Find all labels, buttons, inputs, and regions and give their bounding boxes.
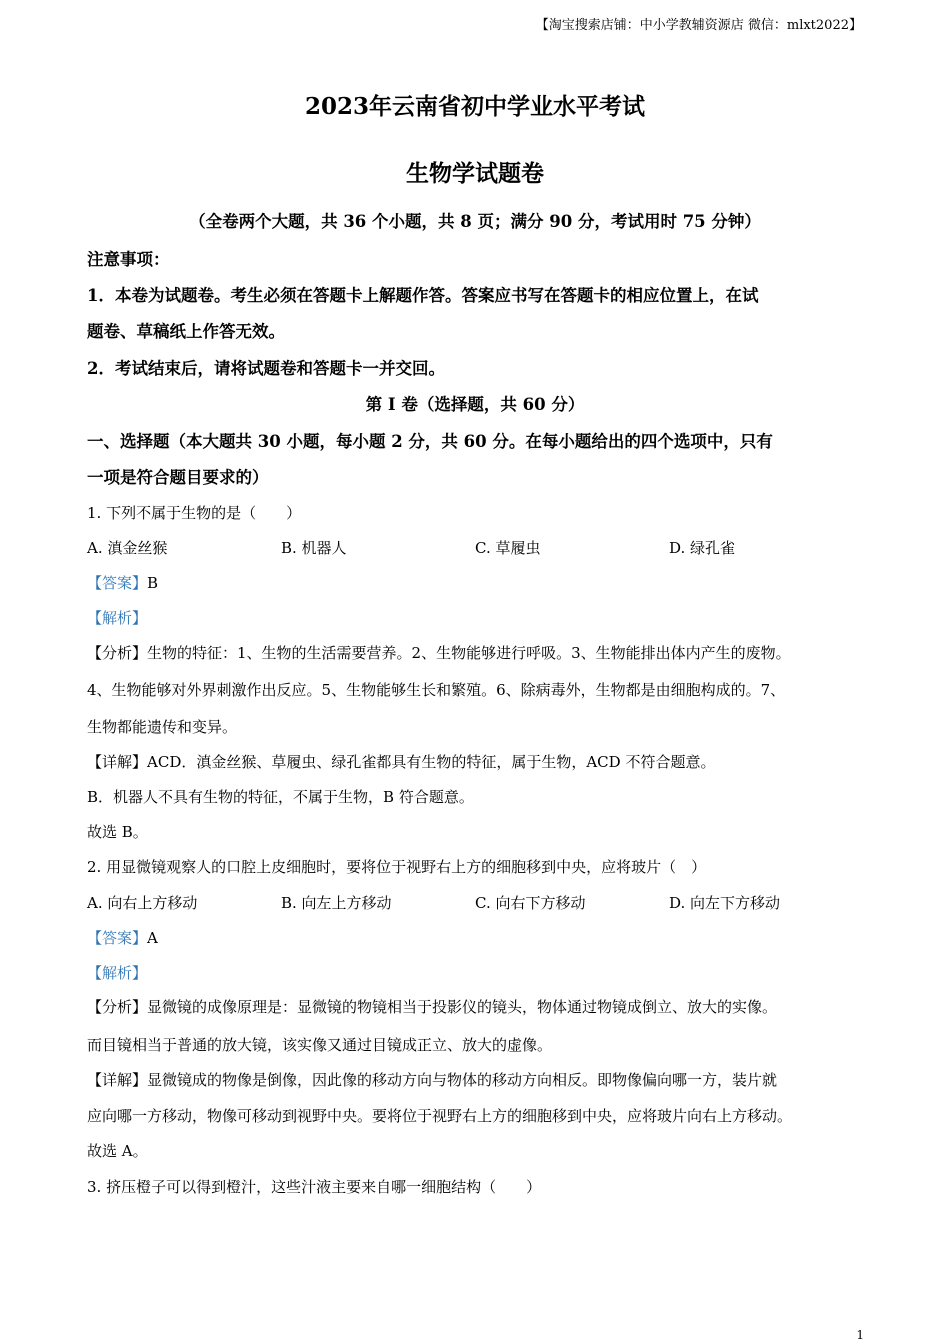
q2-fenxi-line-2: 而目镜相当于普通的放大镜，该实像又通过目镜成正立、放大的虚像。: [87, 1036, 553, 1054]
q2-conclusion: 故选 A。: [87, 1142, 148, 1160]
exam-info: （全卷两个大题，共 36 个小题，共 8 页；满分 90 分，考试用时 75 分钟）: [189, 212, 761, 231]
notice-item-1-line-1: 1．本卷为试题卷。考生必须在答题卡上解题作答。答案应书写在答题卡的相应位置上，在试: [87, 286, 759, 305]
q2-fenxi-tag: 【分析】: [87, 998, 148, 1016]
q1-option-c: C. 草履虫: [475, 539, 541, 557]
section1-line-1: 一、选择题（本大题共 30 小题，每小题 2 分，共 60 分。在每小题给出的四个选项中，只有: [87, 432, 773, 451]
q1-fenxi-line-3: 生物都能遗传和变异。: [87, 718, 238, 736]
q2-answer-line: [87, 927, 158, 948]
q1-xiangjie-line-2: B．机器人不具有生物的特征，不属于生物，B 符合题意。: [87, 788, 474, 806]
part1-heading: 第 I 卷（选择题，共 60 分）: [365, 395, 585, 414]
q1-conclusion: 故选 B。: [87, 823, 148, 841]
q2-xiangjie-line-2: 应向哪一方移动，物像可移动到视野中央。要将位于视野右上方的细胞移到中央，应将玻片向右上方移动。: [87, 1107, 793, 1125]
q2-option-d: D. 向左下方移动: [669, 894, 781, 912]
page-number: 1: [856, 1328, 864, 1342]
notice-item-2: 2．考试结束后，请将试题卷和答题卡一并交回。: [87, 359, 445, 378]
q1-fenxi-line-2: 4、生物能够对外界刺激作出反应。5、生物能够生长和繁殖。6、除病毒外，生物都是由细胞构成的。7、: [87, 681, 786, 699]
q1-option-b: B. 机器人: [281, 539, 347, 557]
notice-heading: 注意事项：: [87, 250, 170, 269]
q1-option-d: D. 绿孔雀: [669, 539, 736, 557]
q1-answer-tag: 【答案】: [87, 574, 148, 592]
q1-xiangjie-tag: 【详解】: [87, 753, 148, 771]
q1-fenxi-tag: 【分析】: [87, 644, 148, 662]
q1-fenxi-text-1: 生物的特征：1、生物的生活需要营养。2、生物能够进行呼吸。3、生物能排出体内产生的废物。: [147, 644, 791, 662]
q1-answer: B: [147, 574, 159, 592]
q2-option-b: B. 向左上方移动: [281, 894, 392, 912]
q1-option-a: A. 滇金丝猴: [87, 539, 168, 557]
section1-line-2: 一项是符合题目要求的）: [87, 468, 269, 487]
q2-option-c: C. 向右下方移动: [475, 894, 586, 912]
q2-xiangjie-tag: 【详解】: [87, 1071, 148, 1089]
q1-xiangjie-text-1: ACD．滇金丝猴、草履虫、绿孔雀都具有生物的特征，属于生物，ACD 不符合题意。: [147, 753, 716, 771]
q1-stem: 1. 下列不属于生物的是（ ）: [87, 504, 302, 522]
q2-analysis-tag: 【解析】: [87, 964, 148, 982]
q2-answer: A: [147, 929, 158, 947]
q2-stem: 2. 用显微镜观察人的口腔上皮细胞时，要将位于视野右上方的细胞移到中央，应将玻片（ ）: [87, 858, 707, 876]
q1-analysis-tag: 【解析】: [87, 609, 148, 627]
q3-stem: 3. 挤压橙子可以得到橙汁，这些汁液主要来自哪一细胞结构（ ）: [87, 1178, 542, 1196]
exam-title: 2023年云南省初中学业水平考试: [304, 93, 645, 120]
q1-xiangjie-line-1: [87, 751, 715, 772]
q2-answer-tag: 【答案】: [87, 929, 148, 947]
q1-answer-line: [87, 572, 158, 593]
header-note: 【淘宝搜索店铺：中小学教辅资源店 微信：mlxt2022】: [535, 18, 862, 33]
q2-fenxi-line-1: [87, 996, 777, 1017]
q2-xiangjie-text-1: 显微镜成的物像是倒像，因此像的移动方向与物体的移动方向相反。即物像偏向哪一方，装片就: [147, 1071, 778, 1089]
q1-fenxi-line-1: [87, 642, 791, 663]
q2-xiangjie-line-1: [87, 1069, 777, 1090]
exam-subtitle: 生物学试题卷: [406, 160, 544, 187]
notice-item-1-line-2: 题卷、草稿纸上作答无效。: [87, 322, 285, 341]
q2-fenxi-text-1: 显微镜的成像原理是：显微镜的物镜相当于投影仪的镜头，物体通过物镜成倒立、放大的实像。: [147, 998, 778, 1016]
q2-option-a: A. 向右上方移动: [87, 894, 198, 912]
